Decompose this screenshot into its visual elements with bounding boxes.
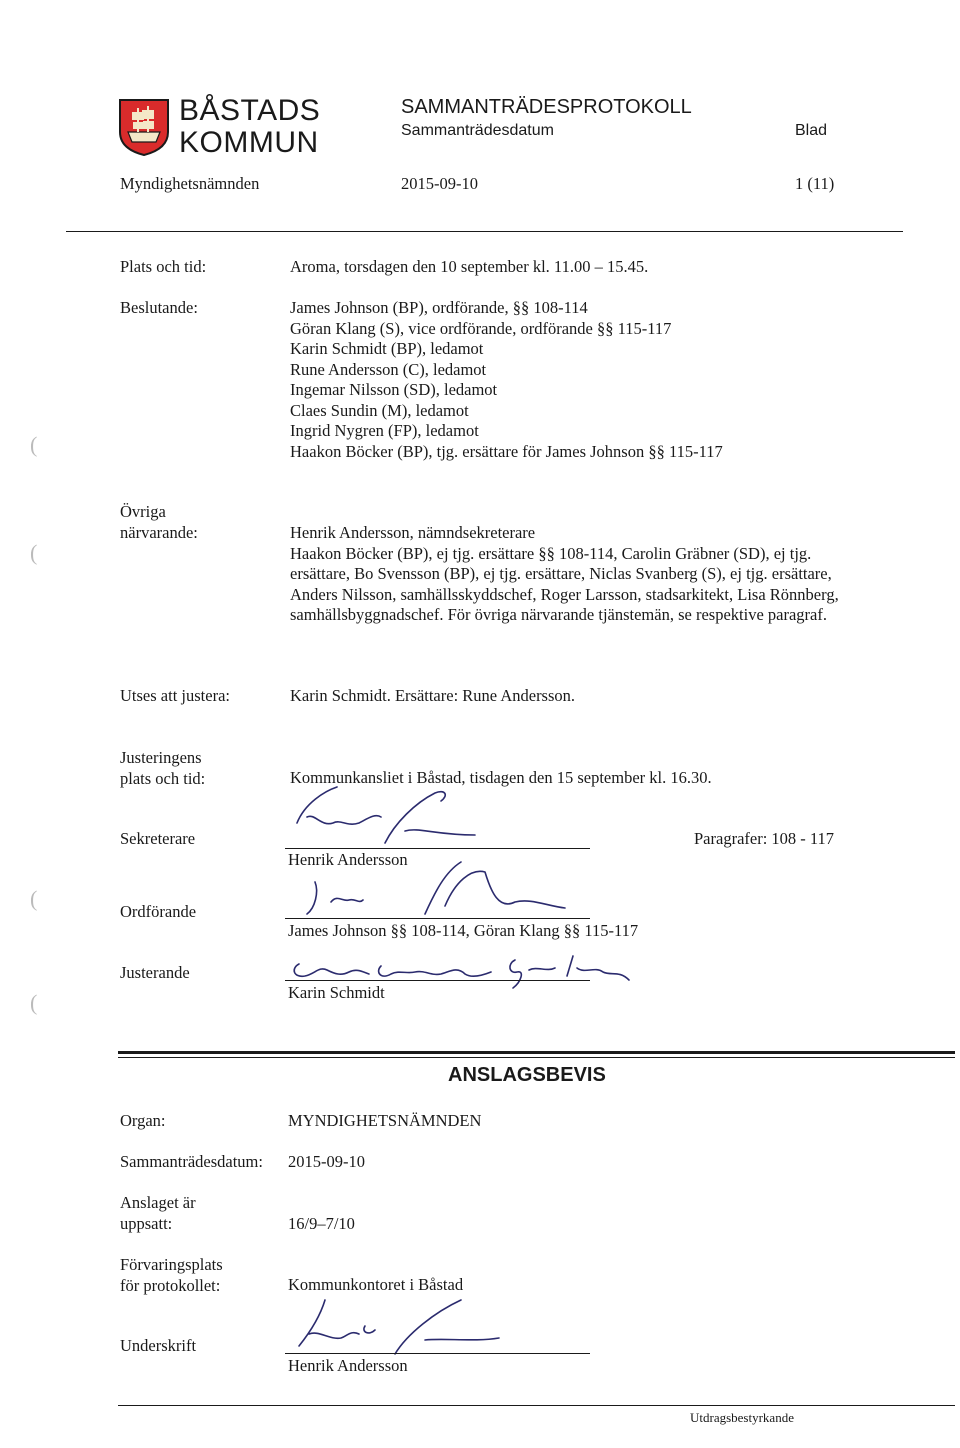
paragraphs-range: Paragrafer: 108 - 117 bbox=[694, 829, 835, 848]
notice-title: ANSLAGSBEVIS bbox=[448, 1064, 606, 1086]
deciding-member: Claes Sundin (M), ledamot bbox=[290, 400, 469, 420]
logo bbox=[118, 98, 170, 156]
adjust-place-label bbox=[120, 748, 205, 789]
meeting-date-label: Sammanträdesdatum bbox=[401, 122, 554, 139]
binder-mark: ( bbox=[30, 886, 38, 911]
secretary-signature bbox=[285, 783, 485, 853]
adjuster-label: Justerande bbox=[120, 963, 190, 982]
meeting-date: 2015-09-10 bbox=[401, 174, 478, 193]
document-title: SAMMANTRÄDESPROTOKOLL bbox=[401, 96, 692, 118]
header-divider bbox=[66, 231, 903, 232]
adjust-value: Karin Schmidt. Ersättare: Rune Andersson. bbox=[290, 686, 576, 705]
binder-mark: ( bbox=[30, 540, 38, 565]
others-present-list bbox=[290, 523, 839, 626]
deciding-member: Göran Klang (S), vice ordförande, ordförande §§ 115-117 bbox=[290, 318, 672, 338]
adjust-label: Utses att justera: bbox=[120, 686, 230, 705]
logo-text-line2: KOMMUN bbox=[179, 126, 319, 159]
footer-label: Utdragsbestyrkande bbox=[690, 1410, 794, 1425]
deciding-label: Beslutande: bbox=[120, 298, 198, 317]
chair-signature bbox=[285, 852, 575, 922]
others-present-label-line2: närvarande: bbox=[120, 522, 198, 542]
others-present-label-line1: Övriga bbox=[120, 502, 166, 521]
secretary-label: Sekreterare bbox=[120, 829, 196, 848]
organ-value: MYNDIGHETSNÄMNDEN bbox=[288, 1111, 482, 1130]
notice-divider-thick bbox=[118, 1051, 955, 1054]
posted-label-line1: Anslaget är bbox=[120, 1193, 196, 1212]
place-time-value: Aroma, torsdagen den 10 september kl. 11.00 – 15.45. bbox=[290, 257, 649, 276]
notice-divider-thin bbox=[118, 1057, 955, 1058]
adjuster-name: Karin Schmidt bbox=[288, 983, 385, 1002]
notice-signature-line bbox=[285, 1353, 590, 1354]
others-present-line: Henrik Andersson, nämndsekreterare bbox=[290, 523, 536, 542]
signature-label: Underskrift bbox=[120, 1336, 197, 1355]
secretary-signature-line bbox=[285, 848, 590, 849]
posted-label-line2: uppsatt: bbox=[120, 1213, 173, 1233]
footer-divider bbox=[118, 1405, 955, 1406]
place-time-label: Plats och tid: bbox=[120, 257, 207, 276]
others-present-label bbox=[120, 502, 198, 543]
deciding-member: James Johnson (BP), ordförande, §§ 108-114 bbox=[290, 298, 588, 317]
chair-name: James Johnson §§ 108-114, Göran Klang §§ 115-117 bbox=[288, 921, 639, 940]
posted-value: 16/9–7/10 bbox=[288, 1214, 355, 1233]
sheet-label: Blad bbox=[795, 122, 828, 139]
notice-date-value: 2015-09-10 bbox=[288, 1152, 365, 1171]
storage-value: Kommunkontoret i Båstad bbox=[288, 1275, 464, 1294]
ship-coat-of-arms-icon bbox=[118, 98, 170, 156]
deciding-member: Rune Andersson (C), ledamot bbox=[290, 359, 487, 379]
storage-label-line1: Förvaringsplats bbox=[120, 1255, 223, 1274]
others-present-line: ersättare, Bo Svensson (BP), ej tjg. ersättare, Niclas Svanberg (S), ej tjg. ersättare, bbox=[290, 564, 832, 583]
notice-date-label: Sammanträdesdatum: bbox=[120, 1152, 263, 1171]
storage-label bbox=[120, 1255, 223, 1296]
chair-signature-line bbox=[285, 918, 590, 919]
adjust-place-label-line1: Justeringens bbox=[120, 748, 202, 767]
deciding-member: Ingrid Nygren (FP), ledamot bbox=[290, 421, 479, 440]
chair-label: Ordförande bbox=[120, 902, 197, 921]
adjust-place-value: Kommunkansliet i Båstad, tisdagen den 15 september kl. 16.30. bbox=[290, 768, 712, 787]
committee-name: Myndighetsnämnden bbox=[120, 174, 260, 193]
others-present-line: Haakon Böcker (BP), ej tjg. ersättare §§ 108-114, Carolin Gräbner (SD), ej tjg. bbox=[290, 543, 812, 563]
deciding-member: Haakon Böcker (BP), tjg. ersättare för James Johnson §§ 115-117 bbox=[290, 441, 723, 461]
deciding-list bbox=[290, 298, 723, 462]
binder-mark: ( bbox=[30, 432, 38, 457]
sheet-number: 1 (11) bbox=[795, 174, 835, 193]
others-present-line: samhällsbyggnadschef. För övriga närvarande tjänstemän, se respektive paragraf. bbox=[290, 605, 827, 624]
logo-text-line1: BÅSTADS bbox=[179, 94, 321, 127]
storage-label-line2: för protokollet: bbox=[120, 1275, 221, 1295]
notice-signature bbox=[285, 1290, 505, 1360]
deciding-member: Karin Schmidt (BP), ledamot bbox=[290, 339, 484, 358]
adjust-place-label-line2: plats och tid: bbox=[120, 768, 206, 788]
deciding-member: Ingemar Nilsson (SD), ledamot bbox=[290, 380, 498, 399]
organ-label: Organ: bbox=[120, 1111, 166, 1130]
notice-signer-name: Henrik Andersson bbox=[288, 1356, 408, 1375]
secretary-name: Henrik Andersson bbox=[288, 850, 408, 869]
posted-label bbox=[120, 1193, 196, 1234]
others-present-line: Anders Nilsson, samhällsskyddschef, Roger Larsson, stadsarkitekt, Lisa Rönnberg, bbox=[290, 584, 839, 604]
binder-mark: ( bbox=[30, 990, 38, 1015]
adjuster-signature-line bbox=[285, 980, 590, 981]
